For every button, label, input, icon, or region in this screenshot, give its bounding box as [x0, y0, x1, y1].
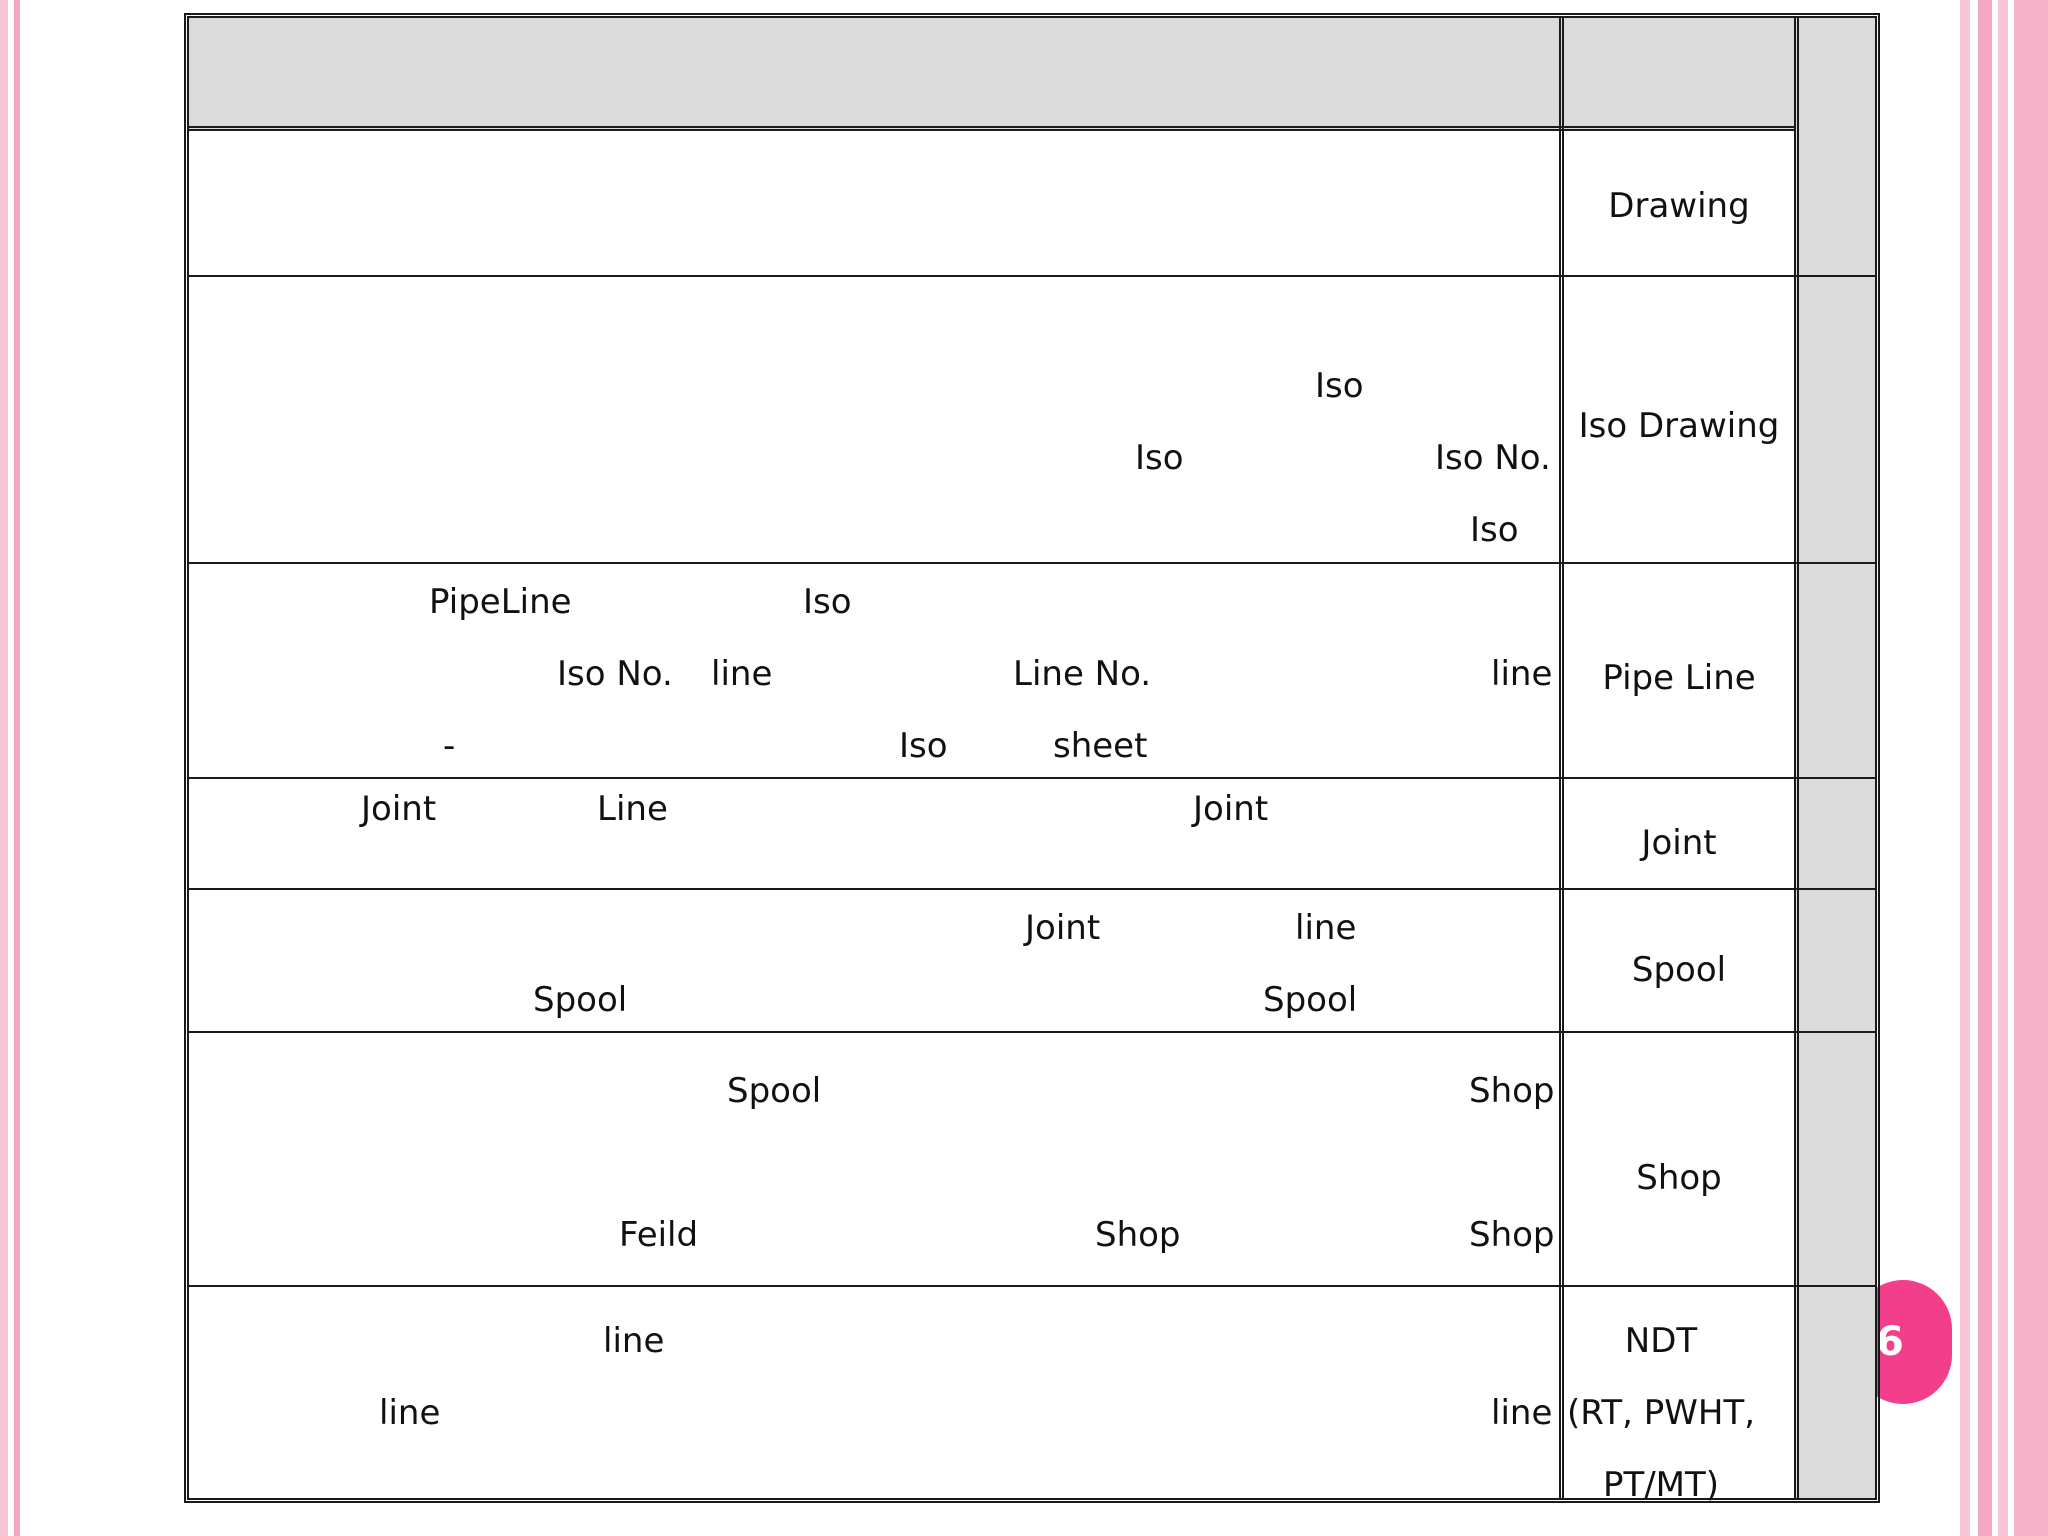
term-drawing: Drawing	[1608, 186, 1750, 226]
term-ndt-line3: PT/MT)	[1602, 1465, 1720, 1505]
desc-fragment: Joint	[1193, 789, 1269, 829]
row-divider	[189, 562, 1875, 564]
term-spool: Spool	[1631, 950, 1727, 990]
row-divider	[189, 888, 1875, 890]
term-ndt-line2: (RT, PWHT,	[1566, 1393, 1756, 1433]
desc-fragment: PipeLine	[429, 582, 572, 622]
desc-fragment: line	[1491, 654, 1553, 694]
desc-fragment: Iso	[1315, 366, 1364, 406]
desc-fragment: Joint	[361, 789, 437, 829]
desc-fragment: line	[1295, 908, 1357, 948]
desc-fragment: line	[603, 1321, 665, 1361]
desc-fragment: Iso	[803, 582, 852, 622]
left-frame-stripe-inner	[14, 0, 20, 1536]
side-column	[1794, 18, 1875, 1498]
desc-fragment: Iso No.	[1435, 438, 1551, 478]
desc-fragment: line	[379, 1393, 441, 1433]
desc-fragment: sheet	[1053, 726, 1148, 766]
desc-fragment: Line	[597, 789, 668, 829]
column-divider-term	[1559, 18, 1564, 1498]
desc-fragment: -	[443, 726, 456, 766]
row-divider	[189, 777, 1875, 779]
desc-fragment: Spool	[1263, 980, 1358, 1020]
row-divider	[189, 275, 1875, 277]
desc-fragment: Feild	[619, 1215, 699, 1255]
right-frame-stripe-4	[2014, 0, 2048, 1536]
desc-fragment: Shop	[1469, 1215, 1555, 1255]
desc-fragment: Shop	[1469, 1071, 1555, 1111]
term-joint: Joint	[1641, 823, 1717, 863]
desc-fragment: Iso No.	[557, 654, 673, 694]
desc-fragment: Spool	[727, 1071, 822, 1111]
desc-fragment: Iso	[1135, 438, 1184, 478]
table-header-row	[189, 18, 1875, 131]
right-frame-stripe-3	[1998, 0, 2008, 1536]
desc-fragment: Spool	[533, 980, 628, 1020]
term-shop: Shop	[1636, 1158, 1722, 1198]
page-number: 6	[1876, 1319, 1904, 1365]
desc-fragment: Line No.	[1013, 654, 1152, 694]
row-divider	[189, 1031, 1875, 1033]
desc-fragment: line	[1491, 1393, 1553, 1433]
term-pipe-line: Pipe Line	[1602, 658, 1756, 698]
desc-fragment: Iso	[1470, 510, 1519, 550]
row-divider	[189, 1285, 1875, 1287]
term-ndt-line1: NDT	[1624, 1321, 1698, 1361]
desc-fragment: Joint	[1025, 908, 1101, 948]
left-frame-stripe-outer	[0, 0, 8, 1536]
glossary-table	[184, 13, 1880, 1503]
desc-fragment: line	[711, 654, 773, 694]
desc-fragment: Iso	[899, 726, 948, 766]
right-frame-stripe-2	[1978, 0, 1992, 1536]
right-frame-stripe-1	[1960, 0, 1970, 1536]
term-iso-drawing: Iso Drawing	[1578, 406, 1780, 446]
desc-fragment: Shop	[1095, 1215, 1181, 1255]
